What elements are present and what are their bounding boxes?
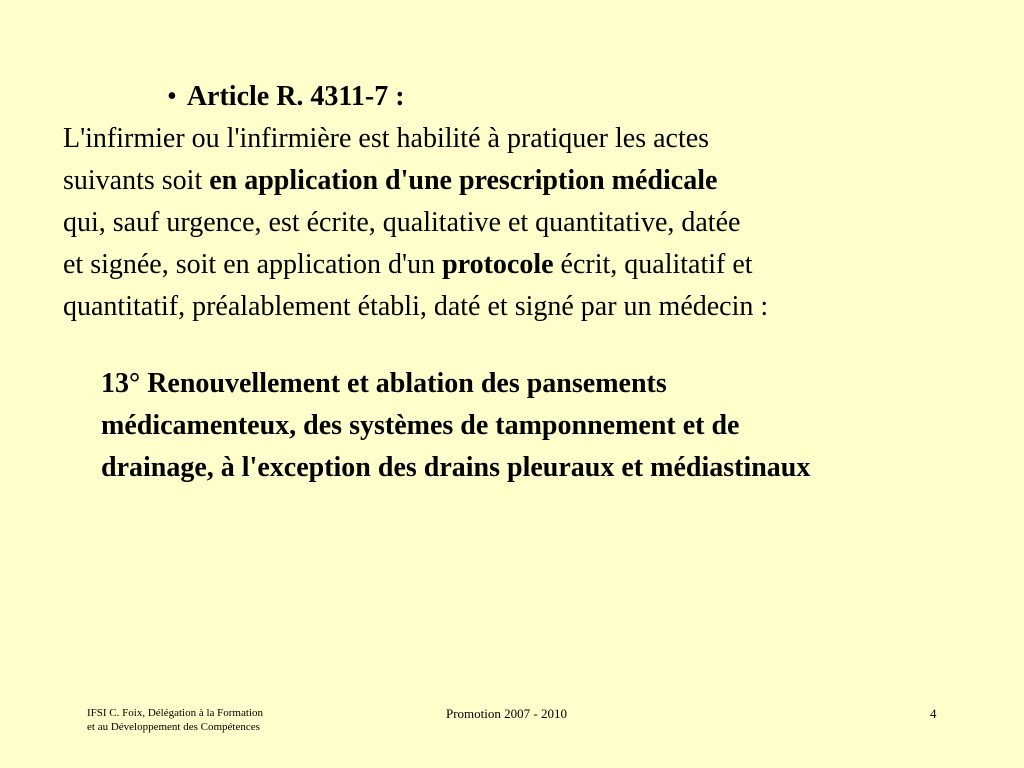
footer-organization-line-1: IFSI C. Foix, Délégation à la Formation	[87, 707, 263, 719]
bullet-icon: •	[167, 81, 177, 112]
item-line-3: drainage, à l'exception des drains pleuraux et médiastinaux	[101, 452, 811, 483]
intro-line-2-prefix: suivants soit	[63, 165, 210, 196]
footer-promotion: Promotion 2007 - 2010	[446, 706, 567, 721]
article-heading	[167, 76, 405, 118]
protocole-emphasis: protocole	[442, 249, 554, 280]
page-number: 4	[930, 706, 937, 721]
footer-organization-line-2: et au Développement des Compétences	[87, 721, 260, 733]
intro-line-3: qui, sauf urgence, est écrite, qualitative et quantitative, datée	[63, 207, 741, 238]
prescription-emphasis: en application d'une prescription médicale	[209, 165, 718, 196]
intro-line-4	[63, 244, 963, 286]
item-line-1: 13° Renouvellement et ablation des pansements	[101, 368, 667, 399]
intro-line-1: L'infirmier ou l'infirmière est habilité à pratiquer les actes	[63, 123, 710, 154]
item-13	[101, 363, 1001, 489]
article-title: Article R. 4311-7 :	[186, 81, 405, 112]
footer-organization	[87, 706, 263, 734]
intro-line-4-suffix: écrit, qualitatif et	[553, 249, 753, 280]
item-line-2: médicamenteux, des systèmes de tamponnement et de	[101, 410, 740, 441]
intro-line-2	[63, 160, 963, 202]
intro-line-4-prefix: et signée, soit en application d'un	[63, 249, 443, 280]
intro-paragraph	[63, 118, 963, 328]
intro-line-5: quantitatif, préalablement établi, daté et signé par un médecin :	[63, 291, 769, 322]
